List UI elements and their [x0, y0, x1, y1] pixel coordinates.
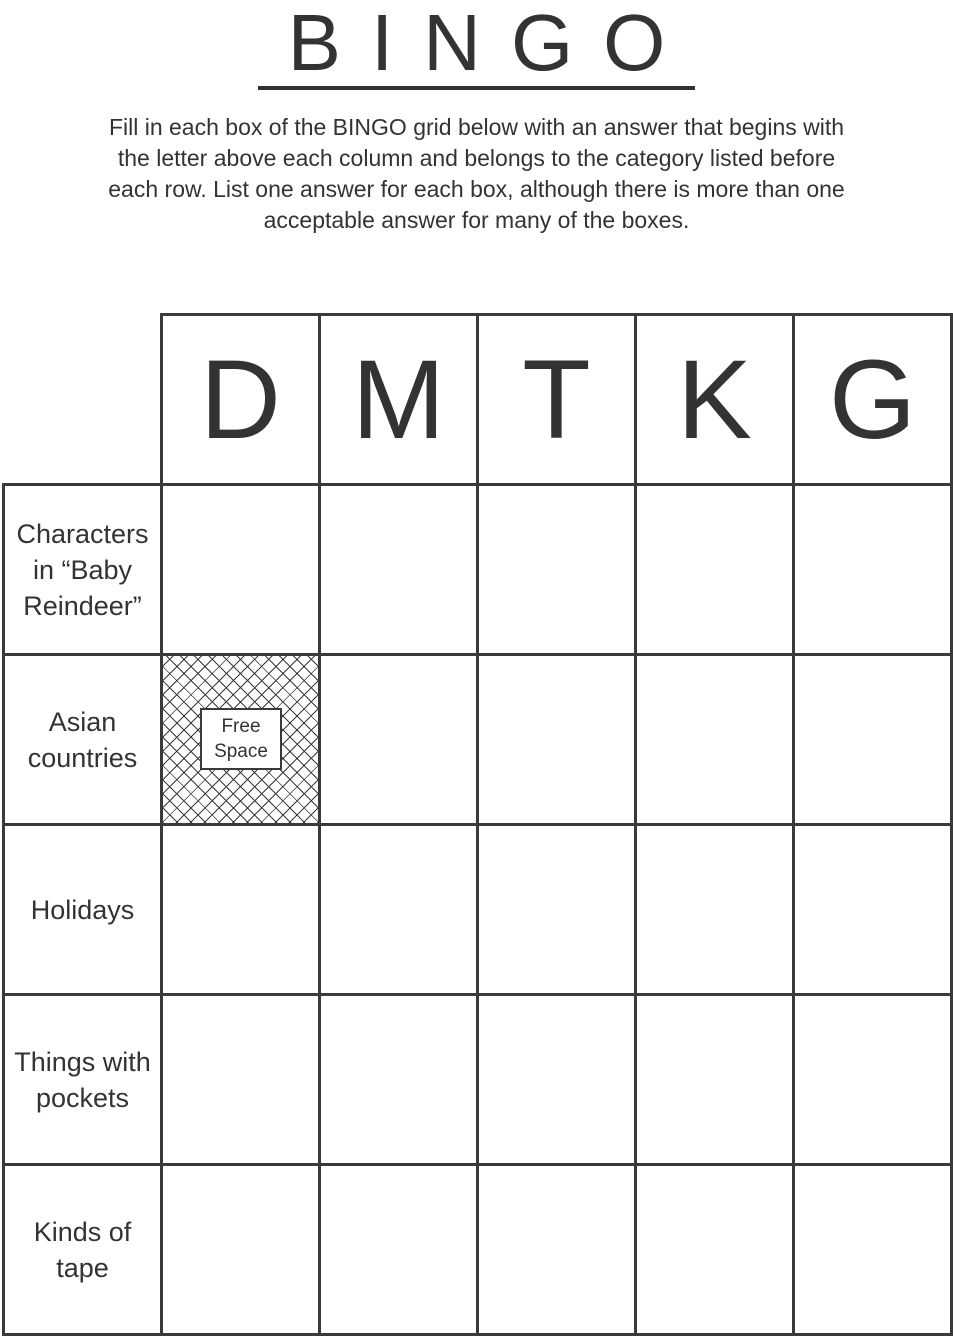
answer-box-row3-g[interactable]	[792, 823, 953, 996]
answer-box-row1-d[interactable]	[160, 483, 321, 656]
column-letter: G	[828, 336, 917, 462]
answer-box-row2-t[interactable]	[476, 653, 637, 826]
answer-box-row5-k[interactable]	[634, 1163, 795, 1336]
column-header-t	[476, 313, 637, 486]
answer-box-row4-d[interactable]	[160, 993, 321, 1166]
row-category-text: Things with pockets	[14, 1046, 151, 1113]
row-category-label	[2, 1163, 163, 1336]
answer-box-row1-t[interactable]	[476, 483, 637, 656]
column-letter: M	[351, 336, 446, 462]
answer-box-row3-m[interactable]	[318, 823, 479, 996]
answer-box-row5-g[interactable]	[792, 1163, 953, 1336]
answer-box-row3-k[interactable]	[634, 823, 795, 996]
column-letter: K	[677, 336, 752, 462]
answer-box-row5-d[interactable]	[160, 1163, 321, 1336]
row-category-text: Holidays	[30, 894, 135, 925]
answer-box-row2-k[interactable]	[634, 653, 795, 826]
column-letter: D	[200, 336, 281, 462]
column-header-m	[318, 313, 479, 486]
column-header-k	[634, 313, 795, 486]
row-category-text: Kinds of tape	[33, 1216, 132, 1283]
free-space-box	[200, 708, 282, 770]
answer-box-row2-m[interactable]	[318, 653, 479, 826]
row-category-text: Asian countries	[27, 706, 138, 773]
row-category-label	[2, 483, 163, 656]
answer-box-row1-m[interactable]	[318, 483, 479, 656]
answer-box-row3-t[interactable]	[476, 823, 637, 996]
answer-box-row2-g[interactable]	[792, 653, 953, 826]
row-category-label	[2, 993, 163, 1166]
answer-box-row4-g[interactable]	[792, 993, 953, 1166]
answer-box-row1-g[interactable]	[792, 483, 953, 656]
row-category-label	[2, 653, 163, 826]
column-letter: T	[522, 336, 591, 462]
answer-box-row5-t[interactable]	[476, 1163, 637, 1336]
free-space-cell	[160, 653, 321, 826]
answer-box-row3-d[interactable]	[160, 823, 321, 996]
instructions-text: Fill in each box of the BINGO grid below with an answer that begins with the letter above each column and belongs to the category listed before each row. List one answer for each box, although there is more than one acceptable answer for many of the boxes.	[108, 114, 845, 233]
column-header-g	[792, 313, 953, 486]
answer-box-row4-t[interactable]	[476, 993, 637, 1166]
page-title: BINGO	[258, 0, 696, 90]
row-category-text: Characters in “Baby Reindeer”	[16, 518, 149, 621]
row-category-label	[2, 823, 163, 996]
answer-box-row4-k[interactable]	[634, 993, 795, 1166]
answer-box-row4-m[interactable]	[318, 993, 479, 1166]
answer-box-row5-m[interactable]	[318, 1163, 479, 1336]
answer-box-row1-k[interactable]	[634, 483, 795, 656]
column-header-d	[160, 313, 321, 486]
free-space-label: Free Space	[214, 716, 268, 762]
